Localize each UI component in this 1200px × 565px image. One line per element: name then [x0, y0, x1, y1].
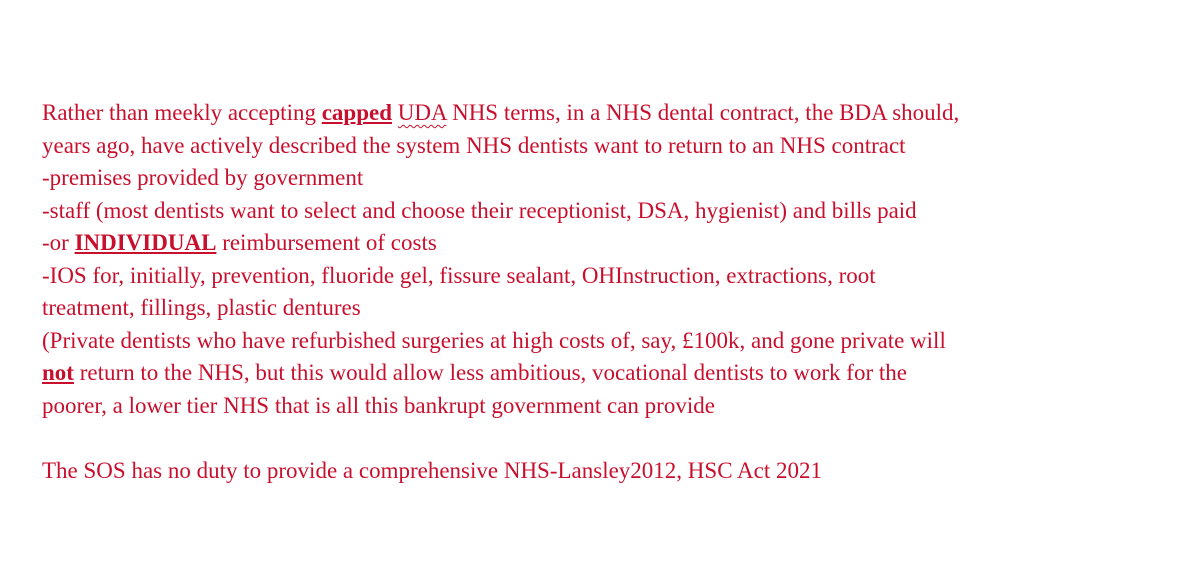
text-line: poorer, a lower tier NHS that is all this bankrupt government can provide: [42, 392, 715, 418]
text-line: [42, 227, 1192, 260]
text-span: return to the NHS, but this would allow less ambitious, vocational dentists to work for the: [73, 360, 907, 385]
text-line: [42, 357, 1192, 390]
text-span: -or: [42, 230, 75, 255]
text-line: The SOS has no duty to provide a comprehensive NHS-Lansley2012, HSC Act 2021: [42, 457, 822, 483]
emphasis-individual: INDIVIDUAL: [74, 230, 217, 255]
blank-line: [42, 422, 1192, 455]
text-line: treatment, fillings, plastic dentures: [42, 295, 361, 320]
emphasis-capped: capped: [321, 100, 393, 125]
document-body: [42, 97, 1192, 487]
text-line: -IOS for, initially, prevention, fluoride gel, fissure sealant, OHInstruction, extractions, root: [42, 262, 876, 288]
text-span: NHS terms, in a NHS dental contract, the BDA should,: [446, 100, 960, 125]
text-line: (Private dentists who have refurbished surgeries at high costs of, say, £100k, and gone private will: [42, 327, 946, 353]
text-line: -staff (most dentists want to select and choose their receptionist, DSA, hygienist) and bills paid: [42, 197, 917, 223]
text-span: reimbursement of costs: [216, 230, 437, 255]
text-line: [42, 97, 1192, 130]
text-line: years ago, have actively described the system NHS dentists want to return to an NHS contract: [42, 132, 906, 158]
text-span: Rather than meekly accepting: [42, 100, 322, 125]
spellcheck-flagged-word: UDA: [397, 100, 447, 125]
text-line: -premises provided by government: [42, 165, 364, 190]
emphasis-not: not: [42, 360, 74, 385]
